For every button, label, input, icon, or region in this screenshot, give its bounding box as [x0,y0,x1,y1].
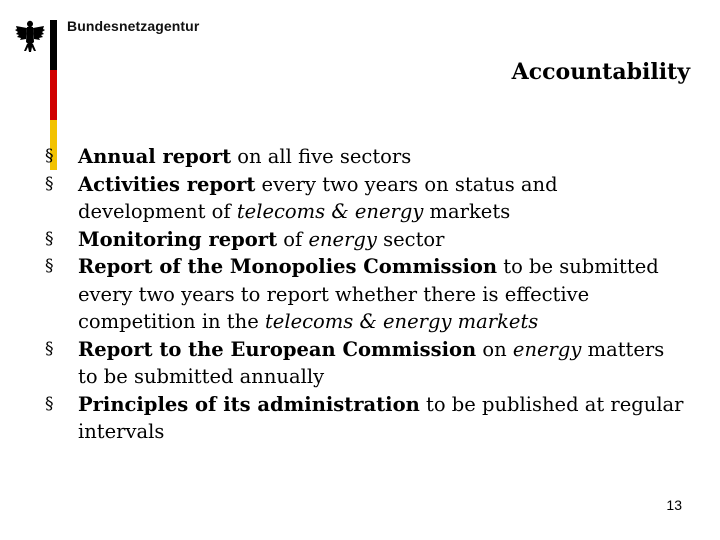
bullet-bold: Monitoring report [78,227,278,251]
bullet-list [45,143,685,446]
bullet-item [45,171,685,226]
bullet-item [45,226,685,254]
bullet-bold: Annual report [78,145,232,168]
bullet-italic: telecoms & energy [236,200,424,223]
bullet-italic: energy [308,227,377,251]
bullet-item [45,253,685,336]
flag-black-band [50,20,57,70]
bullet-item [45,143,685,171]
bullet-symbol: § [45,228,54,249]
bullet-symbol: § [45,146,54,166]
bullet-text: sector [376,227,445,251]
bullet-bold: Report to the European Commission [78,337,477,361]
page-number: 13 [666,497,682,513]
bullet-text: on all five sectors [231,145,412,168]
flag-red-band [50,70,57,120]
bullet-symbol: § [45,173,54,194]
bullet-text: on [476,337,513,361]
bullet-italic: telecoms & energy markets [264,310,539,333]
bullet-bold: Principles of its administration [78,392,420,416]
bullet-italic: energy [512,337,582,361]
bullet-text: to be published at regular intervals [78,392,684,443]
bullet-symbol: § [45,393,54,414]
bullet-text: every two years on status and development of [78,172,558,223]
bullet-item [45,391,685,446]
federal-eagle-icon [14,18,46,54]
bullet-symbol: § [45,338,54,359]
slide-title: Accountability [511,59,690,85]
bullet-item [45,336,685,391]
bullet-text: matters to be submitted annually [78,337,665,388]
bullet-bold: Report of the Monopolies Commission [78,255,498,278]
bullet-text: markets [423,200,511,223]
bullet-text: to be submitted every two years to report whether there is effective competition in the [78,255,659,333]
bullet-symbol: § [45,256,54,276]
brand-name: Bundesnetzagentur [67,18,200,34]
bullet-text: of [277,227,309,251]
bullet-bold: Activities report [78,172,256,196]
